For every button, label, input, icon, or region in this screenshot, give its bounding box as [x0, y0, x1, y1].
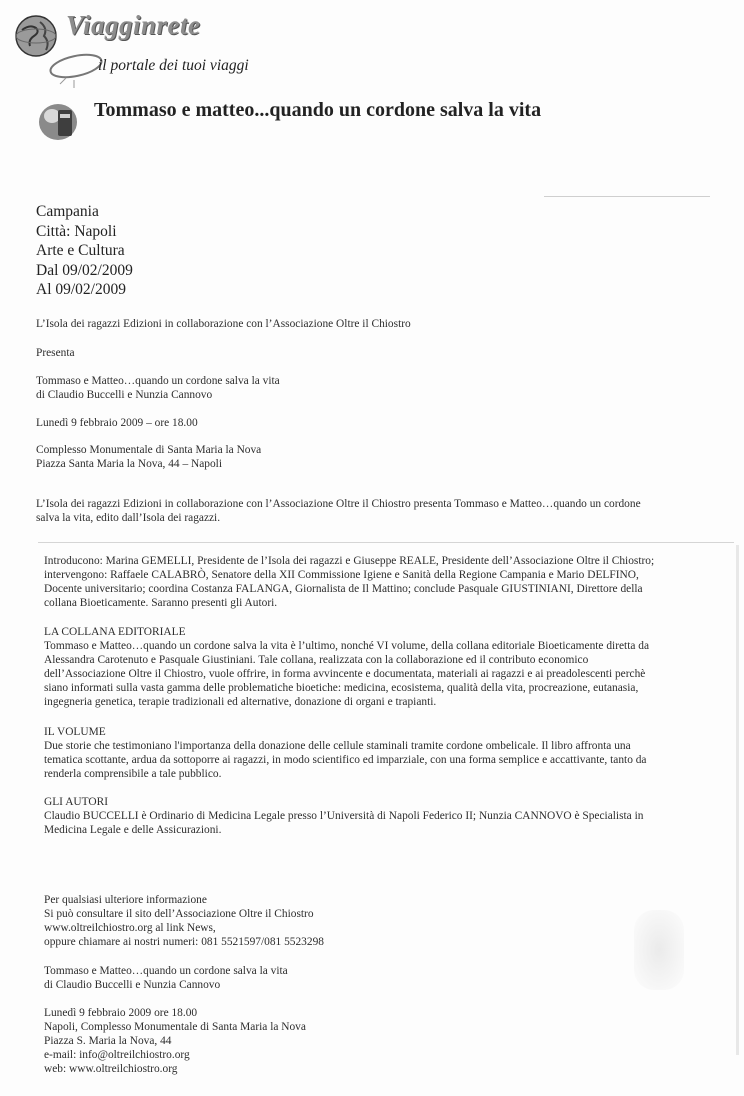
footer-email-link[interactable]: e-mail: info@oltreilchiostro.org	[44, 1049, 190, 1061]
authors-heading: GLI AUTORI	[44, 796, 109, 808]
book-info	[36, 374, 280, 402]
event-meta	[36, 202, 133, 300]
venue-address: Piazza Santa Maria la Nova, 44 – Napoli	[36, 458, 222, 470]
book-title: Tommaso e Matteo…quando un cordone salva la vita	[36, 375, 280, 387]
meta-region: Campania	[36, 203, 99, 220]
info-phone: oppure chiamare ai nostri numeri: 081 5521597/081 5523298	[44, 936, 324, 948]
summary-line: salva la vita, edito dall’Isola dei ragazzi.	[36, 512, 221, 524]
meta-end-date: Al 09/02/2009	[36, 281, 126, 298]
brand-name: Viagginrete	[66, 10, 201, 40]
footer-date: Lunedì 9 febbraio 2009 ore 18.00	[44, 1007, 198, 1019]
repeat-authors-line: di Claudio Buccelli e Nunzia Cannovo	[44, 979, 221, 991]
footer-address: Piazza S. Maria la Nova, 44	[44, 1035, 172, 1047]
info-line: Si può consultare il sito dell’Associazione Oltre il Chiostro	[44, 908, 314, 920]
footer-venue: Napoli, Complesso Monumentale di Santa Maria la Nova	[44, 1021, 306, 1033]
venue-name: Complesso Monumentale di Santa Maria la Nova	[36, 444, 262, 456]
collana-section	[44, 625, 649, 709]
collana-line: siano informati sulla vasta gamma delle problematiche bioetiche: medicina, ecosistema, qualità della vita, procreazione, eutanasia,	[44, 682, 639, 694]
summary-line: L’Isola dei ragazzi Edizioni in collaborazione con l’Associazione Oltre il Chiostro presenta Tommaso e Matteo…quando un cordone	[36, 498, 641, 510]
collana-line: ingegneria genetica, terapie tradizionali ed alternative, donazione di organi e trapianti.	[44, 696, 437, 708]
repeat-title-line: Tommaso e Matteo…quando un cordone salva la vita	[44, 965, 288, 977]
title-divider	[544, 196, 710, 197]
meta-start-date: Dal 09/02/2009	[36, 261, 133, 279]
speakers-paragraph	[44, 554, 654, 610]
info-line: Per qualsiasi ulteriore informazione	[44, 894, 207, 906]
volume-section	[44, 725, 647, 781]
volume-line: tematica scottante, ardua da sottoporre ai ragazzi, in modo scientifico ed imparziale, con una forma semplice e accattivante, tanto da	[44, 754, 647, 766]
authors-line: Claudio BUCCELLI è Ordinario di Medicina Legale presso l’Università di Napoli Federico II; Nunzia CANNOVO è Specialista in	[44, 810, 644, 822]
footer-web-link[interactable]: web: www.oltreilchiostro.org	[44, 1063, 178, 1075]
speakers-line: collana Bioeticamente. Saranno presenti gli Autori.	[44, 597, 278, 609]
brand-tagline: il portale dei tuoi viaggi	[98, 57, 249, 74]
speakers-line: Introducono: Marina GEMELLI, Presidente de l’Isola dei ragazzi e Giuseppe REALE, Presidente dell’Associazione Oltre il Chiostro;	[44, 555, 655, 567]
speakers-line: Docente universitario; coordina Costanza FALANGA, Giornalista de Il Mattino; conclude Pasquale GIUSTINIANI, Direttore della	[44, 583, 643, 595]
speakers-line: intervengono: Raffaele CALABRÒ, Senatore della XII Commissione Igiene e Sanità della Regione Campania e Mario DELFINO,	[44, 569, 639, 581]
volume-line: renderla comprensibile a tale pubblico.	[44, 768, 222, 780]
info-link[interactable]: www.oltreilchiostro.org al link News,	[44, 922, 216, 934]
info-section	[44, 893, 324, 949]
article-icon	[36, 100, 84, 142]
scan-smudge	[634, 910, 684, 990]
meta-category: Arte e Cultura	[36, 242, 125, 259]
meta-city: Città: Napoli	[36, 222, 117, 240]
presenta-line: Presenta	[36, 347, 75, 359]
collana-line: Tommaso e Matteo…quando un cordone salva la vita è l’ultimo, nonché VI volume, della collana editoriale Bioeticamente diretta da	[44, 640, 650, 652]
authors-line: Medicina Legale e delle Assicurazioni.	[44, 824, 222, 836]
summary-paragraph	[36, 497, 641, 525]
article-title: Tommaso e matteo...quando un cordone salva la vita	[94, 99, 542, 121]
event-venue	[36, 443, 261, 471]
repeat-title	[44, 964, 288, 992]
volume-heading: IL VOLUME	[44, 726, 106, 738]
authors-section	[44, 795, 643, 837]
section-divider	[38, 542, 734, 543]
presenter-line: L’Isola dei ragazzi Edizioni in collaborazione con l’Associazione Oltre il Chiostro	[36, 318, 411, 330]
collana-line: dell’Associazione Oltre il Chiostro, vuole offrire, in forma avvincente e documentata, materiali ai ragazzi e ai preadolescenti perchè	[44, 668, 646, 680]
collana-heading: LA COLLANA EDITORIALE	[44, 626, 186, 638]
volume-line: Due storie che testimoniano l'importanza della donazione delle cellule staminali tramite cordone ombelicale. Il libro affronta una	[44, 740, 631, 752]
event-date: Lunedì 9 febbraio 2009 – ore 18.00	[36, 417, 198, 429]
book-authors: di Claudio Buccelli e Nunzia Cannovo	[36, 389, 213, 401]
collana-line: Alessandra Carotenuto e Pasquale Giustiniani. Tale collana, realizzata con la collaborazione ed il contributo economico	[44, 654, 589, 666]
scan-edge	[736, 545, 739, 1055]
footer-contacts	[44, 1006, 306, 1076]
